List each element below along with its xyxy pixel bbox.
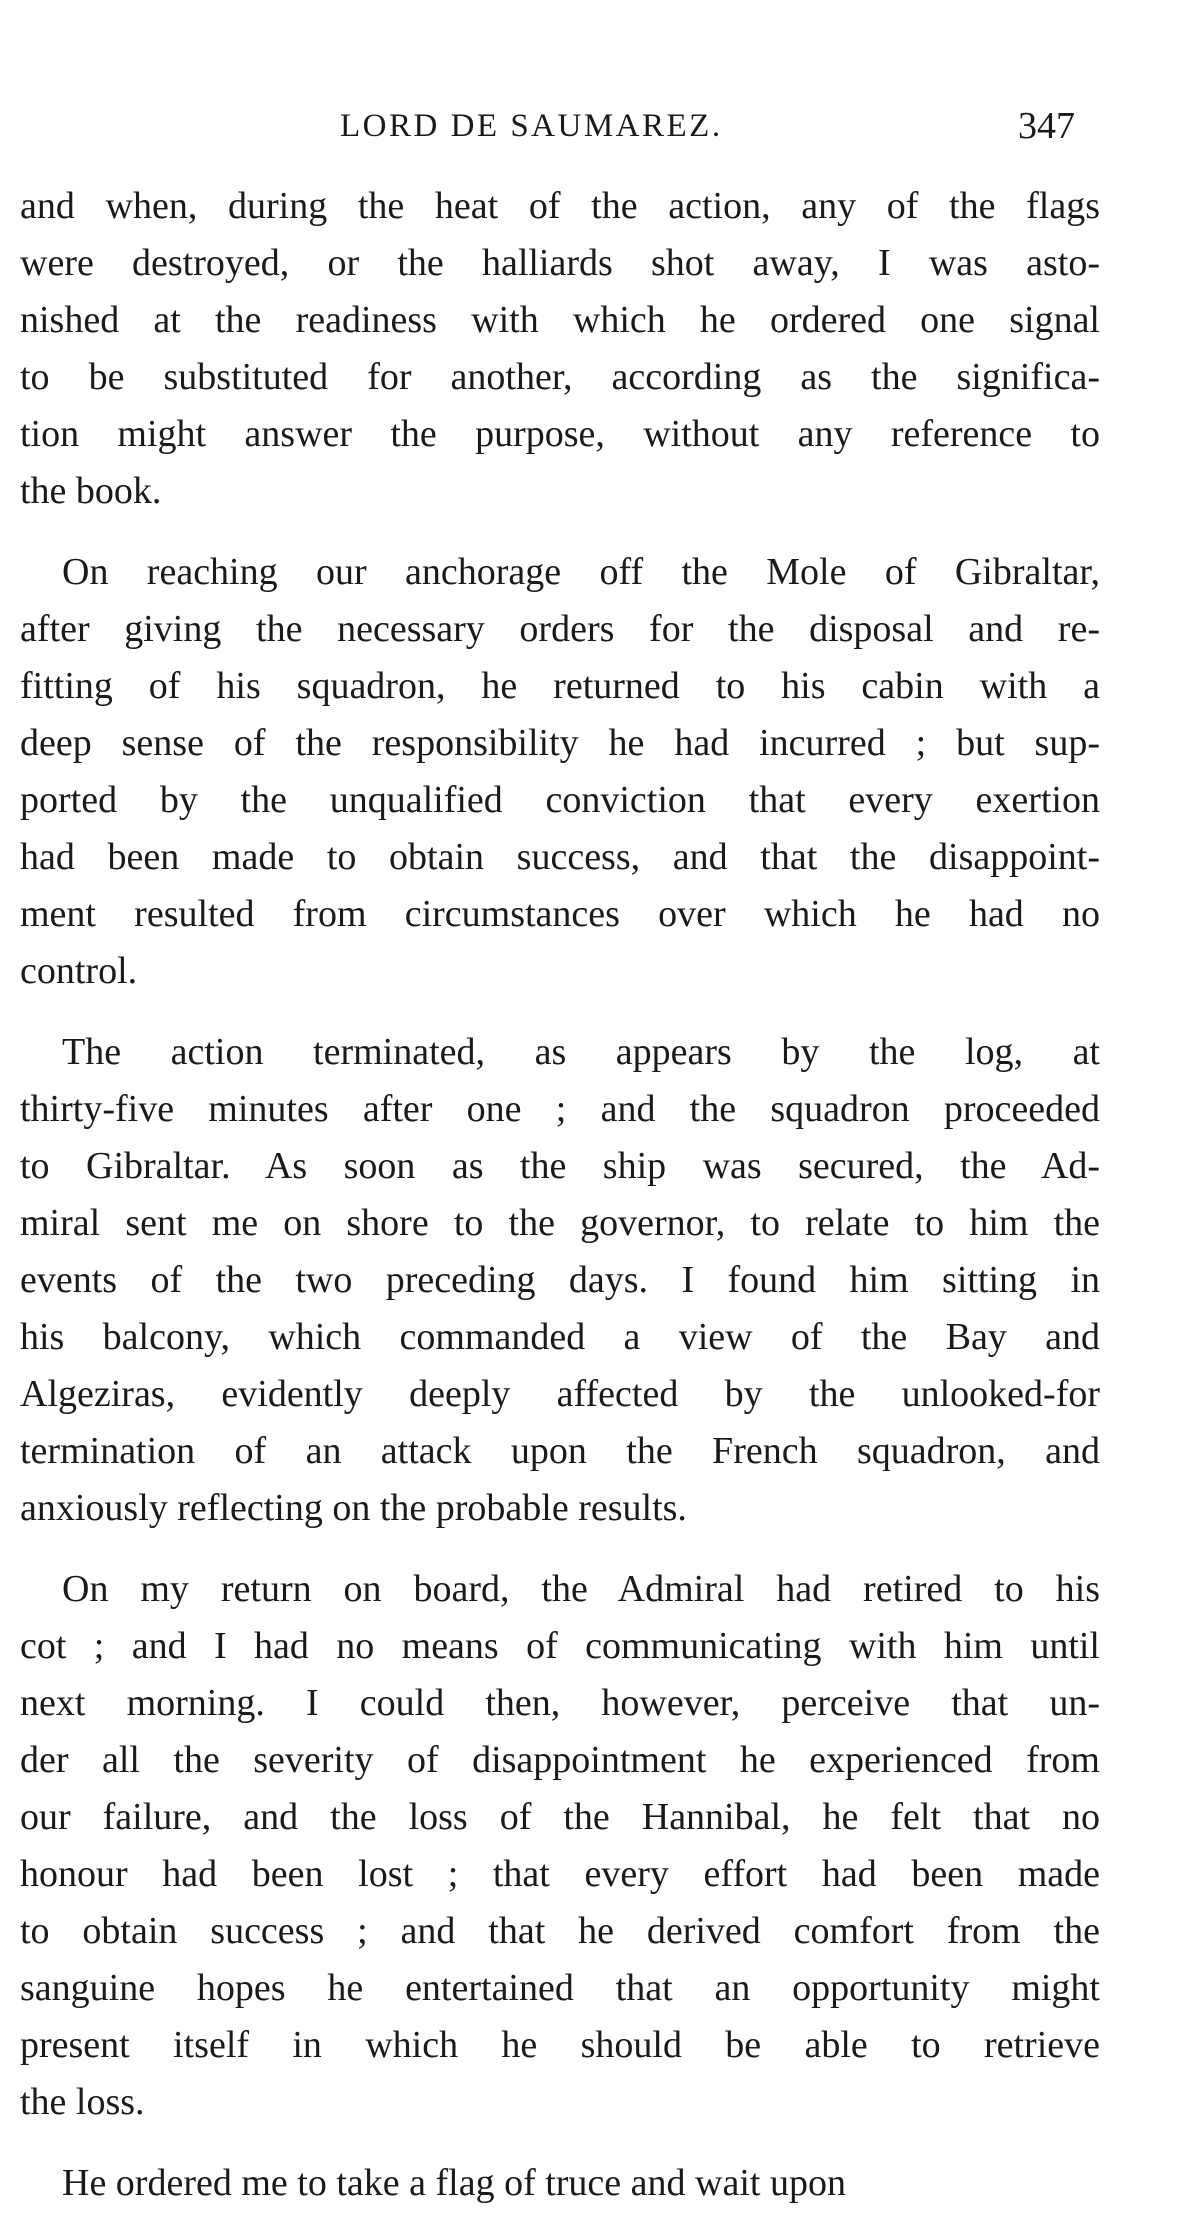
text-line: to obtain success ; and that he derived comfort from the bbox=[20, 1910, 1100, 1952]
paragraph bbox=[20, 1561, 1100, 2131]
text-line: had been made to obtain success, and that the disappoint- bbox=[20, 836, 1100, 878]
text-line: our failure, and the loss of the Hannibal, he felt that no bbox=[20, 1796, 1100, 1838]
text-line: deep sense of the responsibility he had incurred ; but sup- bbox=[20, 722, 1100, 764]
text-line: control. bbox=[20, 950, 138, 992]
text-line: thirty-five minutes after one ; and the squadron proceeded bbox=[20, 1088, 1100, 1130]
paragraph bbox=[20, 1024, 1100, 1537]
text-line: cot ; and I had no means of communicating with him until bbox=[20, 1625, 1100, 1667]
running-head bbox=[0, 96, 1204, 156]
text-line: fitting of his squadron, he returned to his cabin with a bbox=[20, 665, 1100, 707]
body-text bbox=[20, 178, 1100, 2236]
text-line: next morning. I could then, however, perceive that un- bbox=[20, 1682, 1100, 1724]
text-line: On reaching our anchorage off the Mole of Gibraltar, bbox=[62, 551, 1100, 593]
text-line: after giving the necessary orders for the disposal and re- bbox=[20, 608, 1100, 650]
text-line: events of the two preceding days. I found him sitting in bbox=[20, 1259, 1100, 1301]
text-line: ment resulted from circumstances over which he had no bbox=[20, 893, 1100, 935]
paragraph bbox=[20, 2155, 1100, 2212]
text-line: and when, during the heat of the action, any of the flags bbox=[20, 185, 1100, 227]
text-line: anxiously reflecting on the probable results. bbox=[20, 1487, 687, 1529]
text-line: to Gibraltar. As soon as the ship was secured, the Ad- bbox=[20, 1145, 1100, 1187]
text-line: nished at the readiness with which he ordered one signal bbox=[20, 299, 1100, 341]
paragraph bbox=[20, 178, 1100, 520]
text-line: Algeziras, evidently deeply affected by the unlooked-for bbox=[20, 1373, 1100, 1415]
text-line: the book. bbox=[20, 470, 162, 512]
running-title: LORD DE SAUMAREZ. bbox=[340, 108, 723, 144]
page-number: 347 bbox=[1018, 105, 1075, 147]
text-line: On my return on board, the Admiral had retired to his bbox=[62, 1568, 1100, 1610]
text-line: present itself in which he should be able to retrieve bbox=[20, 2024, 1100, 2066]
text-line: were destroyed, or the halliards shot away, I was asto- bbox=[20, 242, 1100, 284]
paragraph bbox=[20, 544, 1100, 1000]
text-line: to be substituted for another, according as the significa- bbox=[20, 356, 1100, 398]
text-line: honour had been lost ; that every effort had been made bbox=[20, 1853, 1100, 1895]
text-line: miral sent me on shore to the governor, to relate to him the bbox=[20, 1202, 1100, 1244]
text-line: der all the severity of disappointment he experienced from bbox=[20, 1739, 1100, 1781]
text-line: He ordered me to take a flag of truce and wait upon bbox=[62, 2162, 846, 2204]
text-line: termination of an attack upon the French squadron, and bbox=[20, 1430, 1100, 1472]
text-line: the loss. bbox=[20, 2081, 145, 2123]
text-line: The action terminated, as appears by the log, at bbox=[62, 1031, 1100, 1073]
text-line: ported by the unqualified conviction that every exertion bbox=[20, 779, 1100, 821]
text-line: tion might answer the purpose, without any reference to bbox=[20, 413, 1100, 455]
text-line: his balcony, which commanded a view of the Bay and bbox=[20, 1316, 1100, 1358]
text-line: sanguine hopes he entertained that an opportunity might bbox=[20, 1967, 1100, 2009]
